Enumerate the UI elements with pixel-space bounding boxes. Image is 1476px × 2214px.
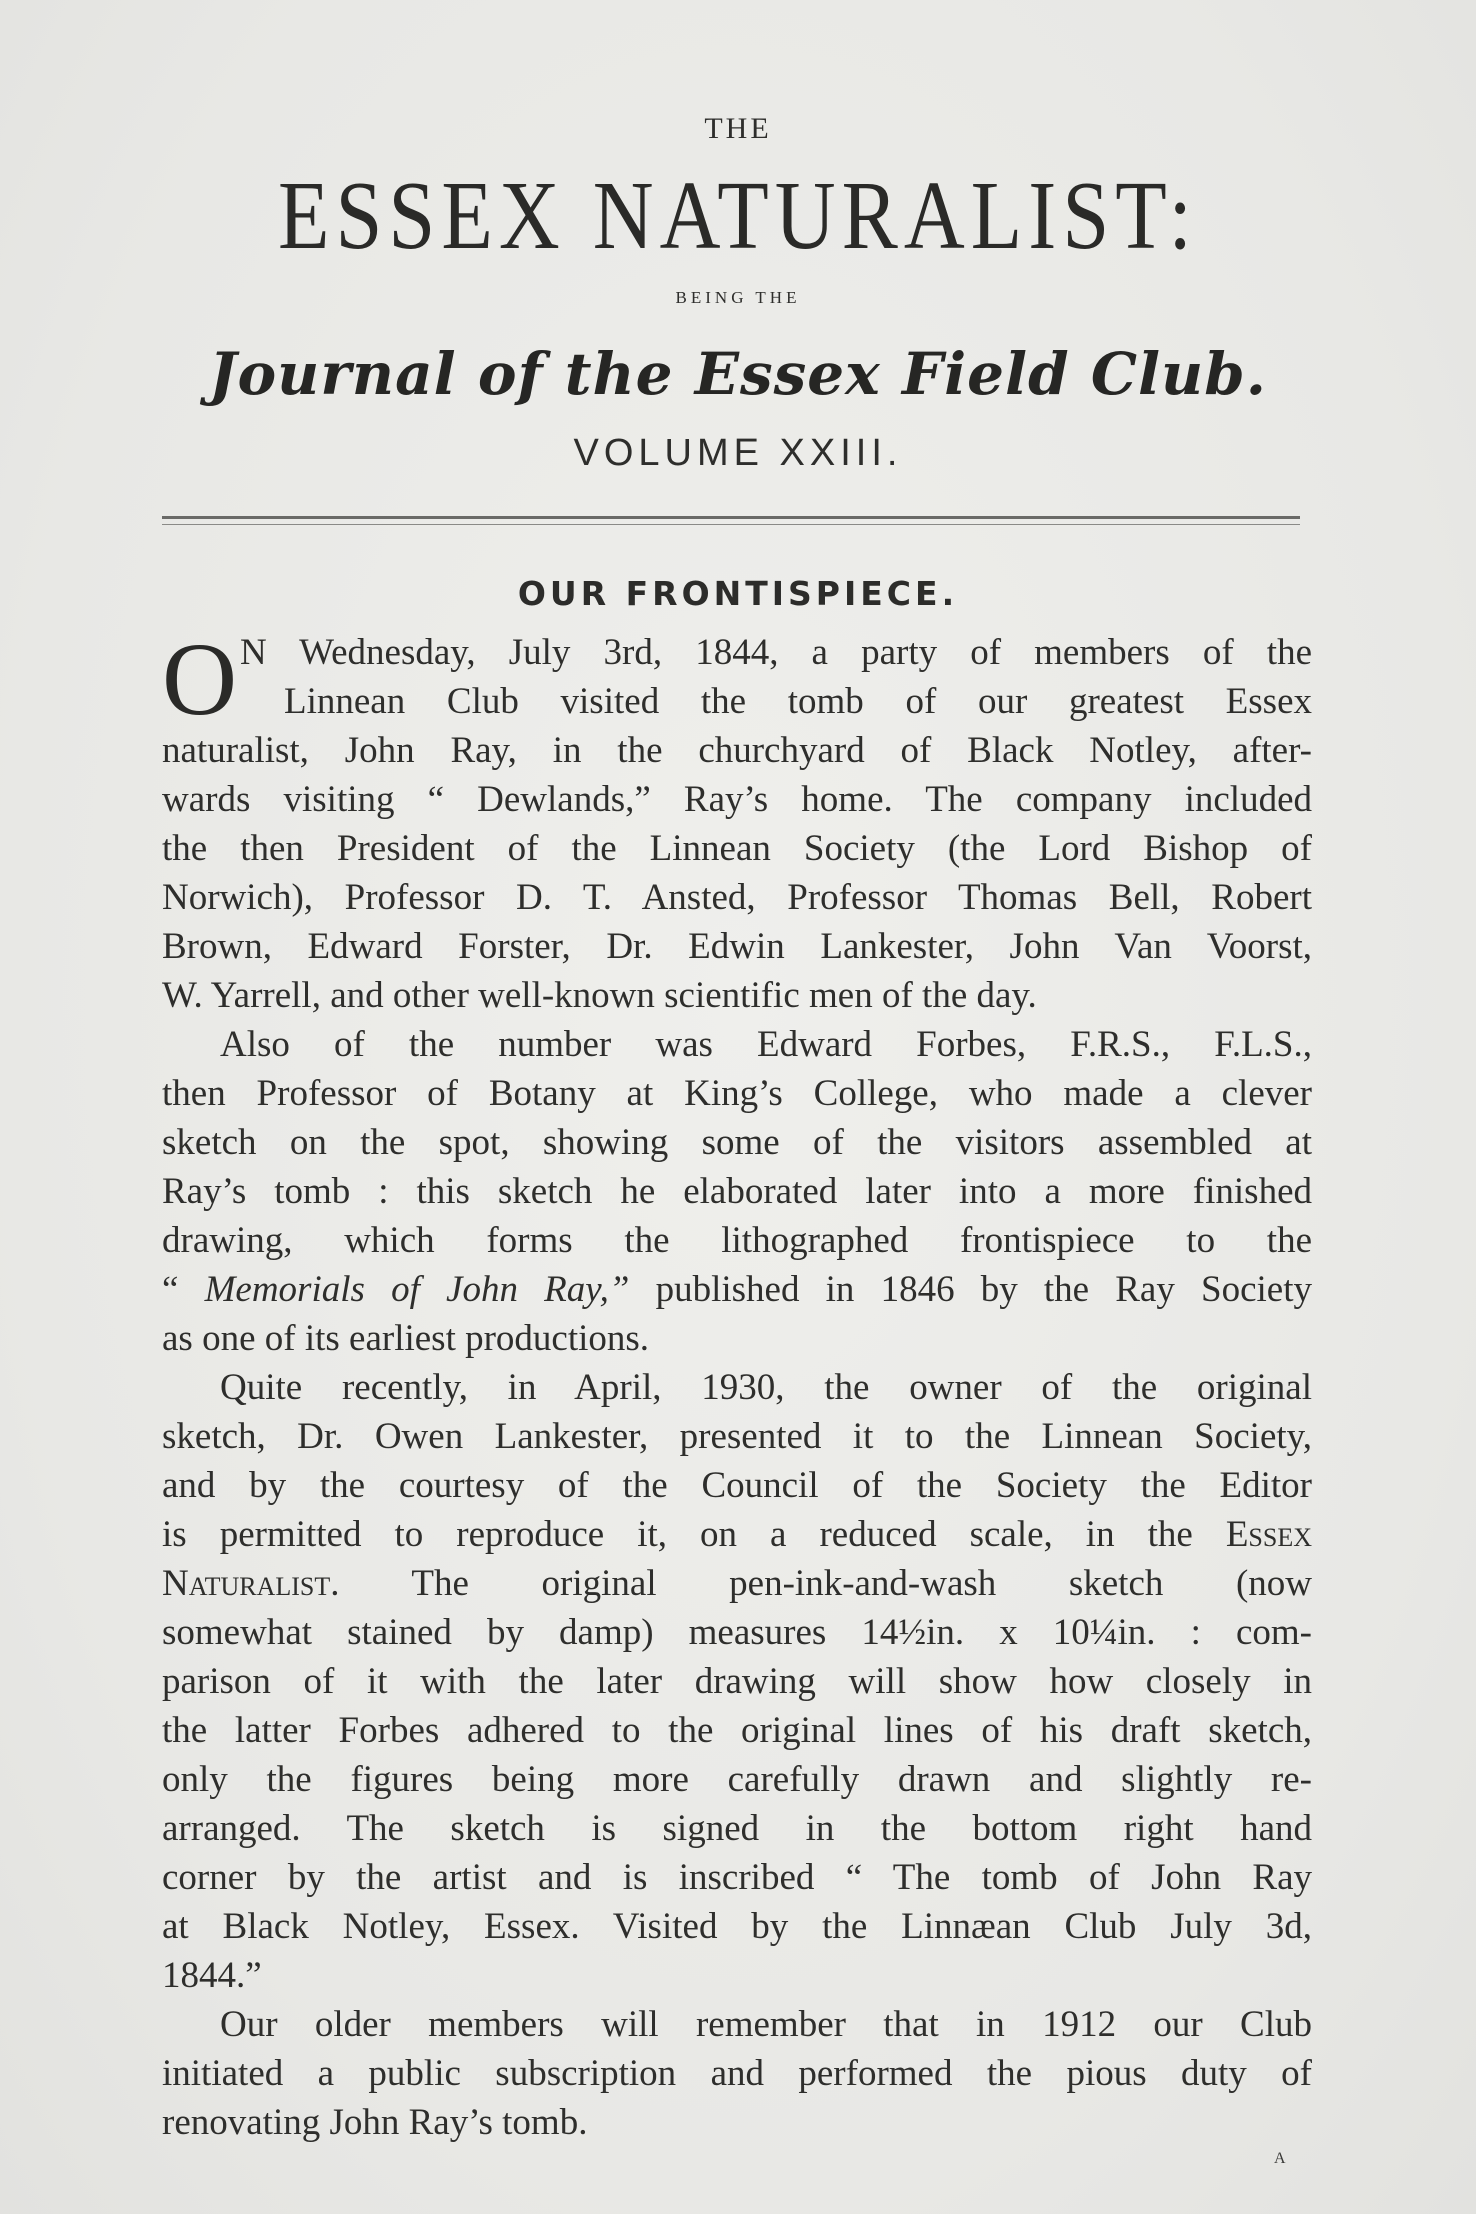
being-the-label: BEING THE bbox=[675, 288, 801, 307]
text-line: the latter Forbes adhered to the original lines of his draft sketch, bbox=[162, 1710, 1312, 1751]
text-line: corner by the artist and is inscribed “ The tomb of John Ray bbox=[162, 1857, 1312, 1898]
drop-cap: O bbox=[162, 622, 238, 737]
text-line-with-smallcaps bbox=[162, 1559, 1312, 1608]
text-line: Also of the number was Edward Forbes, F.R.S., F.L.S., bbox=[220, 1024, 1312, 1065]
text-line: Linnean Club visited the tomb of our greatest Essex bbox=[284, 681, 1312, 722]
text-line: wards visiting “ Dewlands,” Ray’s home. The company included bbox=[162, 779, 1312, 820]
text-line: Brown, Edward Forster, Dr. Edwin Lankester, John Van Voorst, bbox=[162, 926, 1312, 967]
text-line: naturalist, John Ray, in the churchyard of Black Notley, after- bbox=[162, 730, 1312, 771]
volume-label: VOLUME XXIII. bbox=[573, 432, 903, 474]
text-line: Quite recently, in April, 1930, the owner of the original bbox=[220, 1367, 1312, 1408]
text-line: initiated a public subscription and performed the pious duty of bbox=[162, 2053, 1312, 2094]
text-line: Norwich), Professor D. T. Ansted, Professor Thomas Bell, Robert bbox=[162, 877, 1312, 918]
double-rule-top bbox=[162, 516, 1300, 519]
smallcaps-essex: Essex bbox=[1225, 1514, 1312, 1555]
text-line-with-smallcaps bbox=[162, 1510, 1312, 1559]
journal-subtitle: Journal of the Essex Field Club. bbox=[209, 340, 1267, 408]
smallcaps-naturalist: Naturalist bbox=[162, 1563, 331, 1604]
text-line: and by the courtesy of the Council of the Society the Editor bbox=[162, 1465, 1312, 1506]
text-line: sketch on the spot, showing some of the visitors assembled at bbox=[162, 1122, 1312, 1163]
text-line: as one of its earliest productions. bbox=[162, 1318, 650, 1359]
signature-mark: A bbox=[1274, 2150, 1286, 2167]
text-line: Our older members will remember that in 1912 our Club bbox=[220, 2004, 1312, 2045]
text-line-with-italic bbox=[162, 1265, 1312, 1314]
text-line: sketch, Dr. Owen Lankester, presented it to the Linnean Society, bbox=[162, 1416, 1312, 1457]
text-line: somewhat stained by damp) measures 14½in. x 10¼in. : com- bbox=[162, 1612, 1312, 1653]
text-line: drawing, which forms the lithographed frontispiece to the bbox=[162, 1220, 1312, 1261]
article-heading: OUR FRONTISPIECE. bbox=[517, 574, 959, 613]
text-line: at Black Notley, Essex. Visited by the Linnæan Club July 3d, bbox=[162, 1906, 1312, 1947]
text-line: parison of it with the later drawing will show how closely in bbox=[162, 1661, 1312, 1702]
text-line: Ray’s tomb : this sketch he elaborated later into a more finished bbox=[162, 1171, 1312, 1212]
text-line: 1844.” bbox=[162, 1955, 262, 1996]
article-body bbox=[162, 622, 1312, 2147]
book-title-italic: Memorials of John Ray,” bbox=[204, 1269, 630, 1310]
masthead-the: THE bbox=[704, 112, 772, 145]
text-fragment: is permitted to reproduce it, on a reduced scale, in the bbox=[162, 1514, 1226, 1555]
text-line: arranged. The sketch is signed in the bottom right hand bbox=[162, 1808, 1312, 1849]
text-line: W. Yarrell, and other well-known scientific men of the day. bbox=[162, 975, 1037, 1016]
double-rule-bottom bbox=[162, 524, 1300, 525]
text-line: N Wednesday, July 3rd, 1844, a party of members of the bbox=[240, 632, 1312, 673]
text-line: renovating John Ray’s tomb. bbox=[162, 2102, 588, 2143]
text-line: the then President of the Linnean Society (the Lord Bishop of bbox=[162, 828, 1312, 869]
text-line: only the figures being more carefully drawn and slightly re- bbox=[162, 1759, 1312, 1800]
journal-title: ESSEX NATURALIST: bbox=[278, 162, 1198, 270]
text-line: then Professor of Botany at King’s College, who made a clever bbox=[162, 1073, 1312, 1114]
open-quote: “ bbox=[162, 1269, 205, 1310]
text-fragment: . The original pen-ink-and-wash sketch (now bbox=[330, 1563, 1312, 1604]
text-fragment: published in 1846 by the Ray Society bbox=[629, 1269, 1312, 1310]
